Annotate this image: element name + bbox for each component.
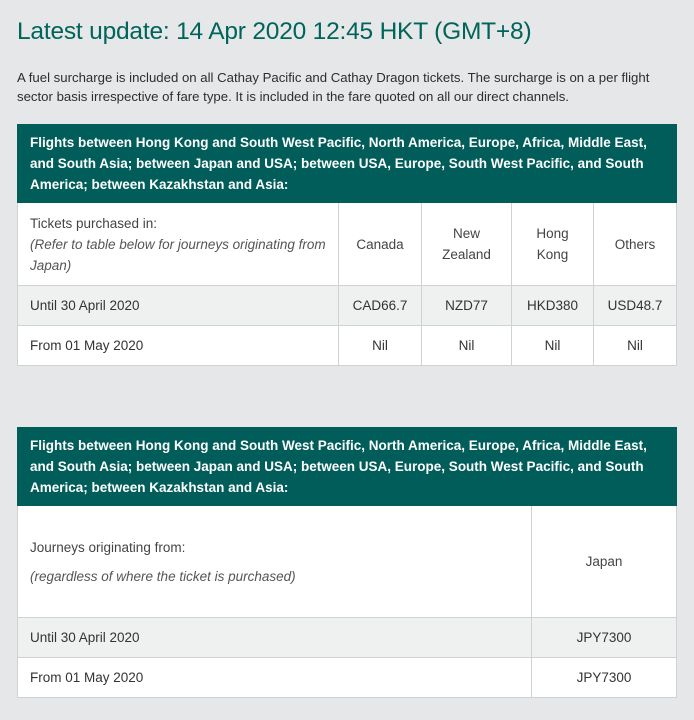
value-cell: Nil (422, 326, 512, 366)
column-header-others: Others (594, 203, 677, 286)
column-header-hong-kong-text: Hong Kong (536, 226, 569, 262)
row-label-cell (18, 203, 339, 286)
table-row (18, 618, 677, 658)
column-header-row (18, 506, 677, 618)
column-header-new-zealand-text: New Zealand (442, 226, 491, 262)
column-header-hong-kong (512, 203, 594, 286)
table-header: Flights between Hong Kong and South West Pacific, North America, Europe, Africa, Middle East, and South Asia; between Japan and USA; between USA, Europe, South West Pacific, and South America; between Kazakhstan and Asia: (18, 428, 677, 506)
table-row (18, 286, 677, 326)
page-title: Latest update: 14 Apr 2020 12:45 HKT (GMT+8) (17, 18, 532, 45)
regardless-note: (regardless of where the ticket is purchased) (30, 568, 296, 584)
column-header-new-zealand (422, 203, 512, 286)
value-cell: Nil (594, 326, 677, 366)
column-header-canada: Canada (339, 203, 422, 286)
value-cell: NZD77 (422, 286, 512, 326)
table-header-row (18, 428, 677, 506)
value-cell: CAD66.7 (339, 286, 422, 326)
value-cell: Nil (339, 326, 422, 366)
table-header-row (18, 125, 677, 203)
surcharge-table-japan-origin (17, 427, 677, 698)
period-cell: Until 30 April 2020 (18, 286, 339, 326)
value-cell: JPY7300 (532, 618, 677, 658)
tickets-purchased-label: Tickets purchased in: (30, 215, 158, 231)
period-cell: From 01 May 2020 (18, 326, 339, 366)
column-header-japan: Japan (532, 506, 677, 618)
table-header: Flights between Hong Kong and South West Pacific, North America, Europe, Africa, Middle East, and South Asia; between Japan and USA; between USA, Europe, South West Pacific, and South America; between Kazakhstan and Asia: (18, 125, 677, 203)
value-cell: JPY7300 (532, 658, 677, 698)
period-cell: From 01 May 2020 (18, 658, 532, 698)
table-row (18, 658, 677, 698)
row-label-cell (18, 506, 532, 618)
value-cell: HKD380 (512, 286, 594, 326)
table-row (18, 326, 677, 366)
column-header-row (18, 203, 677, 286)
refer-note: (Refer to table below for journeys originating from Japan) (30, 236, 326, 273)
value-cell: Nil (512, 326, 594, 366)
surcharge-table-by-purchase-location (17, 124, 677, 366)
journeys-originating-label: Journeys originating from: (30, 539, 186, 555)
intro-paragraph: A fuel surcharge is included on all Cathay Pacific and Cathay Dragon tickets. The surcharge is on a per flight sector basis irrespective of fare type. It is included in the fare quoted on all our direct channels. (17, 70, 650, 104)
period-cell: Until 30 April 2020 (18, 618, 532, 658)
value-cell: USD48.7 (594, 286, 677, 326)
